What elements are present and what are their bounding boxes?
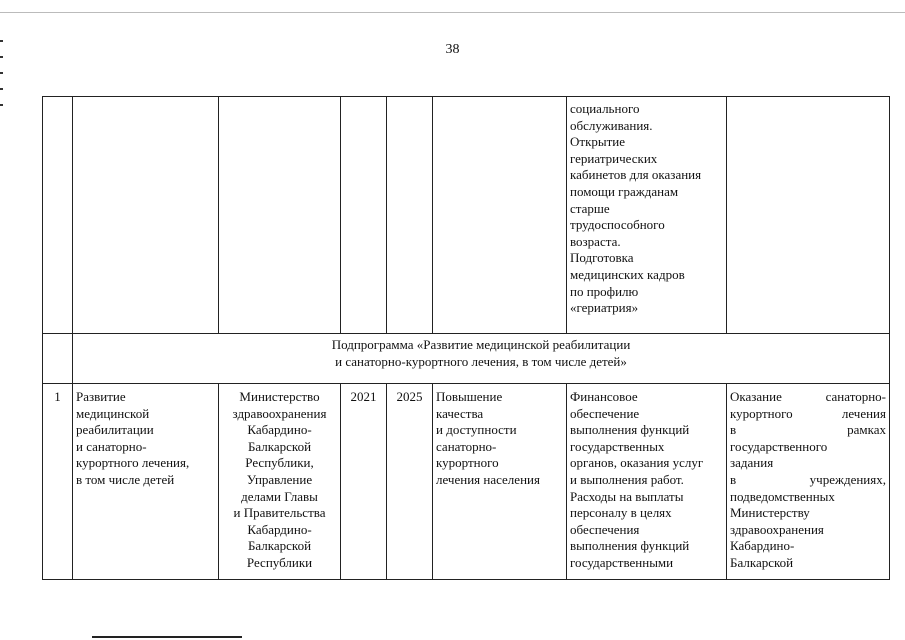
text-line: обслуживания. [570,117,653,133]
subprogram-heading [73,334,890,384]
text-line: Оказание санаторно- [730,389,886,404]
text-line: социального [570,101,640,116]
cell-result [433,384,567,580]
text-line: Кабардино- [247,422,312,438]
text-line: выполнения функций [570,538,690,554]
cell-number [43,97,73,334]
text-line: и санаторно- [76,438,147,454]
text-line: и выполнения работ. [570,471,684,487]
text-line: курортного лечения, [76,455,190,471]
text-line: выполнения функций [570,422,690,438]
text-line: государственного [730,438,828,454]
footnote-separator [92,636,242,638]
text-line: обеспечение [570,405,640,421]
text-line: Развитие [76,389,126,404]
text-line: старше [570,200,610,216]
cell-measures [567,384,727,580]
text-line: Подготовка [570,250,634,266]
text-line: Кабардино- [247,521,312,537]
cell-result [433,97,567,334]
text-line: качества [436,405,484,421]
cell-end-year [387,97,433,334]
text-line: персоналу в целях [570,505,672,521]
cell-number [43,334,73,384]
text-line: в учреждениях, [730,471,886,487]
text-line: Повышение [436,389,503,404]
cell-end-year: 2025 [387,384,433,580]
cell-executor [219,97,341,334]
text-line: Открытие [570,134,626,150]
cell-start-year [341,97,387,334]
text-line: государственных [570,438,665,454]
text-line: подведомственных [730,488,835,504]
text-line: помощи гражданам [570,183,679,199]
text-line: и Правительства [233,505,326,521]
text-line: здравоохранения [232,405,327,421]
text-line: Кабардино- [730,538,795,554]
program-table [42,96,890,580]
text-line: обеспечения [570,521,640,537]
text-line: курортного [436,455,499,471]
text-line: Балкарской [247,538,312,554]
text-line: Балкарской [730,554,794,570]
text-line: медицинских кадров [570,266,685,282]
cell-executor [219,384,341,580]
text-line: курортного лечения [730,405,886,421]
text-line: трудоспособного [570,217,665,233]
text-line: государственными [570,554,674,570]
text-line: лечения населения [436,471,540,487]
text-line: Министерству [730,505,810,521]
table-row [43,384,890,580]
text-line: Управление [246,471,313,487]
cell-indicator [727,97,890,334]
text-line: санаторно- [436,438,497,454]
text-line: возраста. [570,233,621,249]
subprogram-title-line-2: и санаторно-курортного лечения, в том числе детей» [335,353,627,369]
subprogram-title-line-1: Подпрограмма «Развитие медицинской реабилитации [331,337,631,352]
text-line: по профилю [570,283,639,299]
cell-indicator [727,384,890,580]
text-line: Министерство [239,389,320,404]
text-line: реабилитации [76,422,154,438]
subprogram-row [43,334,890,384]
text-line: органов, оказания услуг [570,455,704,471]
text-line: Республики, [245,455,314,471]
scan-top-edge [0,12,905,13]
text-line: «гериатрия» [570,300,639,316]
table-row-continued [43,97,890,334]
text-line: медицинской [76,405,150,421]
text-line: и доступности [436,422,517,438]
text-line: делами Главы [241,488,318,504]
cell-start-year: 2021 [341,384,387,580]
text-line: в рамках [730,422,886,438]
text-line: задания [730,455,774,471]
text-line: Расходы на выплаты [570,488,684,504]
page-number: 38 [445,42,460,57]
cell-name [73,97,219,334]
row-number: 1 [43,384,73,580]
text-line: гериатрических [570,150,658,166]
text-line: в том числе детей [76,471,175,487]
text-line: Республики [246,554,313,570]
text-line: Финансовое [570,389,638,404]
text-line: кабинетов для оказания [570,167,702,183]
cell-name [73,384,219,580]
text-line: Балкарской [247,438,312,454]
text-line: здравоохранения [730,521,824,537]
cell-measures [567,97,727,334]
